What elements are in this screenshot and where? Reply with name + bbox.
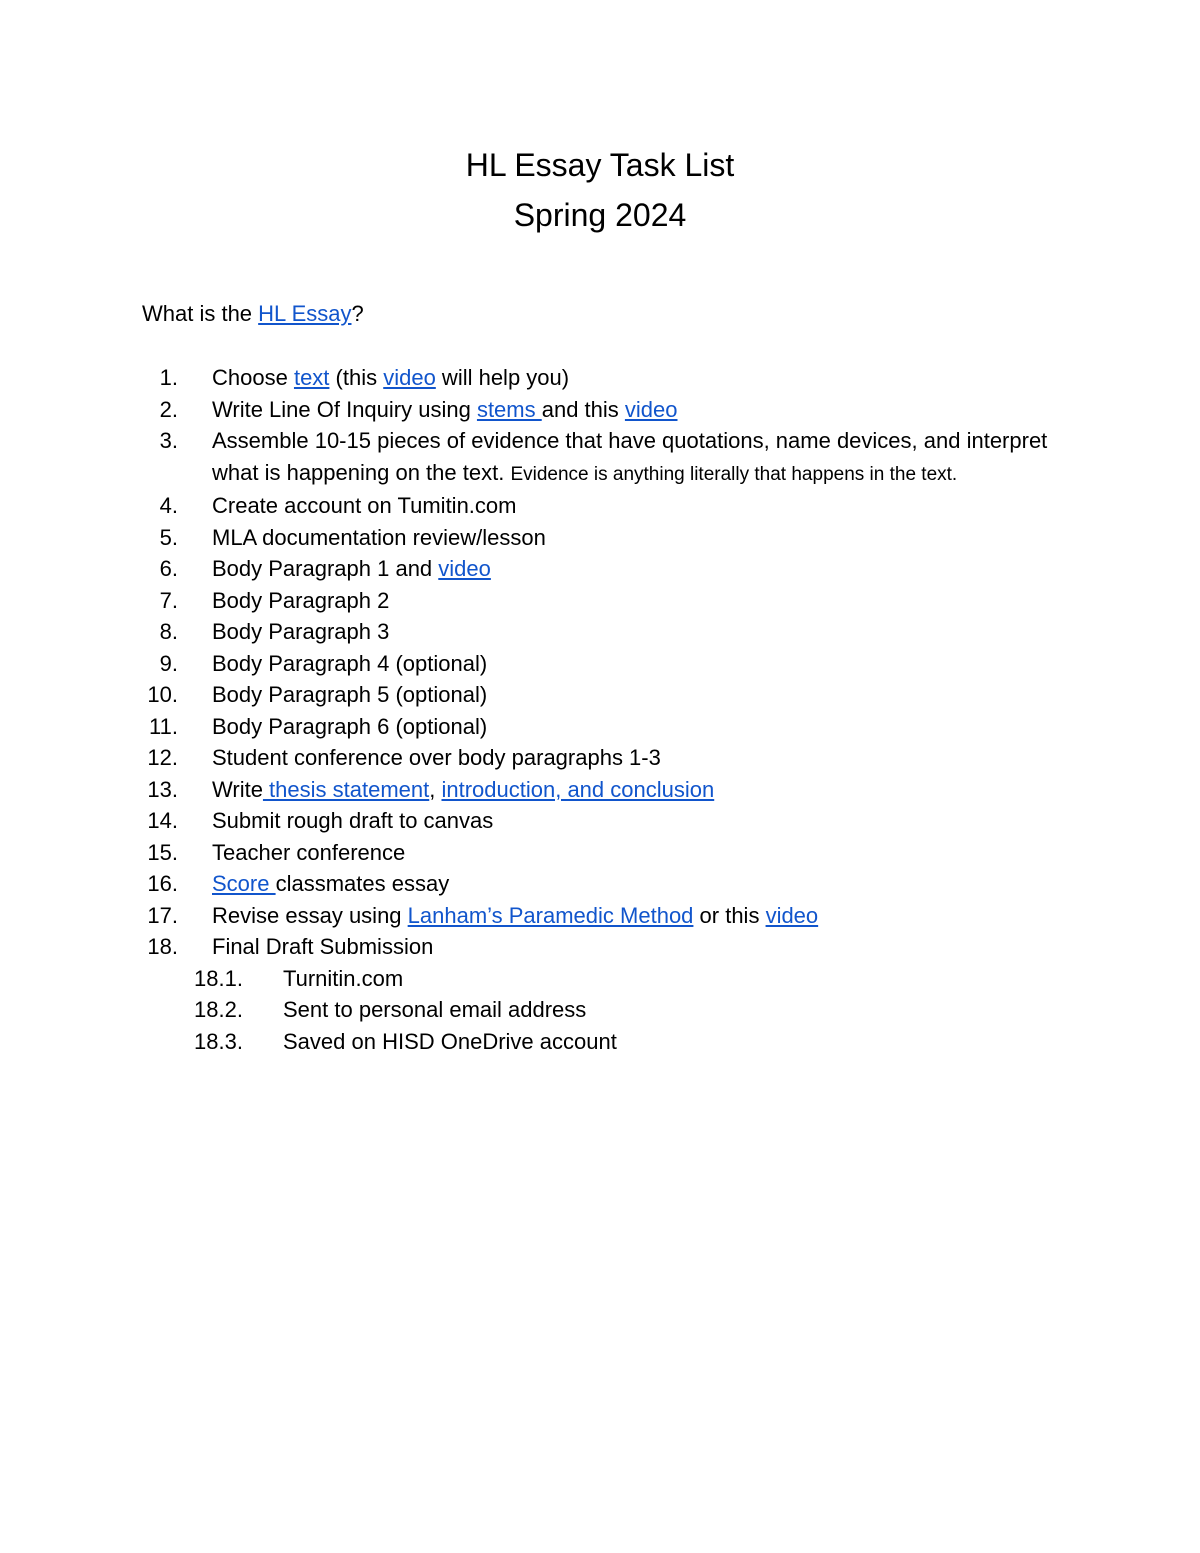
task-text-segment: Body Paragraph 1 and xyxy=(212,556,439,581)
task-text xyxy=(212,934,433,959)
task-text xyxy=(212,777,714,802)
task-text xyxy=(212,493,516,518)
task-item xyxy=(0,553,1200,585)
task-text-segment: Teacher conference xyxy=(212,839,406,865)
task-text xyxy=(212,871,449,896)
task-text-segment: MLA documentation review/lesson xyxy=(212,524,546,550)
task-number: 3. xyxy=(159,428,178,453)
task-item xyxy=(0,362,1200,394)
task-text-segment: Body Paragraph 2 xyxy=(212,587,390,613)
subtask-number: 18.2. xyxy=(194,997,243,1022)
task-item xyxy=(0,774,1200,806)
task-item xyxy=(0,679,1200,711)
task-item xyxy=(0,648,1200,680)
task-text xyxy=(212,365,569,390)
subtask-text: Turnitin.com xyxy=(283,965,404,991)
task-text-segment: classmates essay xyxy=(275,871,450,896)
task-text-segment: Assemble 10-15 pieces of evidence that have quotations, name devices, and interpret what is happening on the text. xyxy=(212,428,1048,485)
task-text-segment: Write xyxy=(212,776,263,802)
subtask-item xyxy=(0,963,1200,995)
task-link[interactable]: stems xyxy=(476,396,542,422)
task-text-segment: Body Paragraph 4 (optional) xyxy=(212,650,488,676)
subtask-number: 18.3. xyxy=(194,1028,243,1054)
subtask-item xyxy=(0,994,1200,1026)
task-item xyxy=(0,522,1200,554)
task-text xyxy=(212,714,487,739)
task-text xyxy=(212,397,678,422)
task-link[interactable]: introduction, and conclusion xyxy=(441,776,715,802)
task-number: 6. xyxy=(159,556,178,581)
document-title: HL Essay Task List xyxy=(465,147,735,183)
intro-prefix: What is the xyxy=(142,301,259,326)
task-text-segment: will help you) xyxy=(435,365,570,390)
task-number: 17. xyxy=(147,902,178,928)
task-text-segment: , xyxy=(429,776,442,802)
task-text xyxy=(212,428,1047,485)
task-text-segment: Student conference over body paragraphs 1-3 xyxy=(212,745,661,770)
task-text-segment: Body Paragraph 5 (optional) xyxy=(212,682,488,707)
task-number: 15. xyxy=(147,839,178,865)
task-text-segment: Choose xyxy=(212,365,294,390)
task-number: 13. xyxy=(147,776,178,802)
task-link[interactable]: thesis statement xyxy=(262,776,430,802)
task-text xyxy=(212,651,487,676)
task-item xyxy=(0,868,1200,900)
hl-essay-link[interactable]: HL Essay xyxy=(258,301,352,326)
task-text-segment: (this xyxy=(329,365,384,390)
task-item xyxy=(0,711,1200,743)
task-text xyxy=(212,682,487,707)
intro-suffix: ? xyxy=(351,301,364,326)
task-number: 10. xyxy=(147,682,178,707)
task-link[interactable]: Score xyxy=(212,871,276,896)
task-number: 7. xyxy=(159,587,178,613)
task-item xyxy=(0,805,1200,837)
task-item xyxy=(0,931,1200,963)
subtask-text: Saved on HISD OneDrive account xyxy=(283,1028,617,1054)
task-text-segment: Body Paragraph 3 xyxy=(212,619,390,644)
subtask-item xyxy=(0,1026,1200,1058)
task-text xyxy=(212,556,491,581)
task-item xyxy=(0,742,1200,774)
task-number: 12. xyxy=(147,745,178,770)
task-link[interactable]: text xyxy=(293,365,330,390)
task-text-segment: Create account on Tumitin.com xyxy=(212,493,517,518)
task-text xyxy=(212,588,389,613)
task-link[interactable]: video xyxy=(383,365,436,390)
task-text-segment: Write Line Of Inquiry using xyxy=(212,396,477,422)
task-list xyxy=(0,362,1200,1057)
task-text-segment: and this xyxy=(541,396,625,422)
task-link[interactable]: video xyxy=(624,396,678,422)
task-link[interactable]: Lanham’s Paramedic Method xyxy=(407,902,694,928)
task-item xyxy=(0,585,1200,617)
task-text xyxy=(212,745,661,770)
task-link[interactable]: video xyxy=(438,556,491,581)
task-number: 2. xyxy=(159,396,178,422)
task-text xyxy=(212,840,405,865)
task-number: 5. xyxy=(159,524,178,550)
task-number: 9. xyxy=(159,650,178,676)
task-text xyxy=(212,808,493,833)
task-item xyxy=(0,490,1200,522)
task-number: 11. xyxy=(149,713,178,739)
task-link[interactable]: video xyxy=(765,902,819,928)
task-number: 1. xyxy=(159,365,178,390)
task-item xyxy=(0,394,1200,426)
task-text-segment: or this xyxy=(693,902,766,928)
intro-question xyxy=(142,299,364,329)
task-text xyxy=(212,903,818,928)
task-text-segment: Final Draft Submission xyxy=(212,934,434,959)
task-item xyxy=(0,616,1200,648)
task-number: 4. xyxy=(159,493,178,518)
task-text-segment: Body Paragraph 6 (optional) xyxy=(212,713,488,739)
subtask-number: 18.1. xyxy=(194,965,243,991)
task-item xyxy=(0,900,1200,932)
task-text-segment: Submit rough draft to canvas xyxy=(212,808,494,833)
task-text-segment: Revise essay using xyxy=(212,902,408,928)
task-text xyxy=(212,525,546,550)
task-number: 16. xyxy=(147,871,178,896)
task-text xyxy=(212,619,389,644)
title-block xyxy=(0,140,1200,240)
task-note: Evidence is anything literally that happens in the text. xyxy=(510,463,958,485)
task-item xyxy=(0,837,1200,869)
task-number: 18. xyxy=(147,934,178,959)
subtask-text: Sent to personal email address xyxy=(283,997,587,1022)
task-item xyxy=(0,425,1200,490)
task-number: 14. xyxy=(147,808,178,833)
task-number: 8. xyxy=(159,619,178,644)
document-subtitle: Spring 2024 xyxy=(513,197,687,233)
